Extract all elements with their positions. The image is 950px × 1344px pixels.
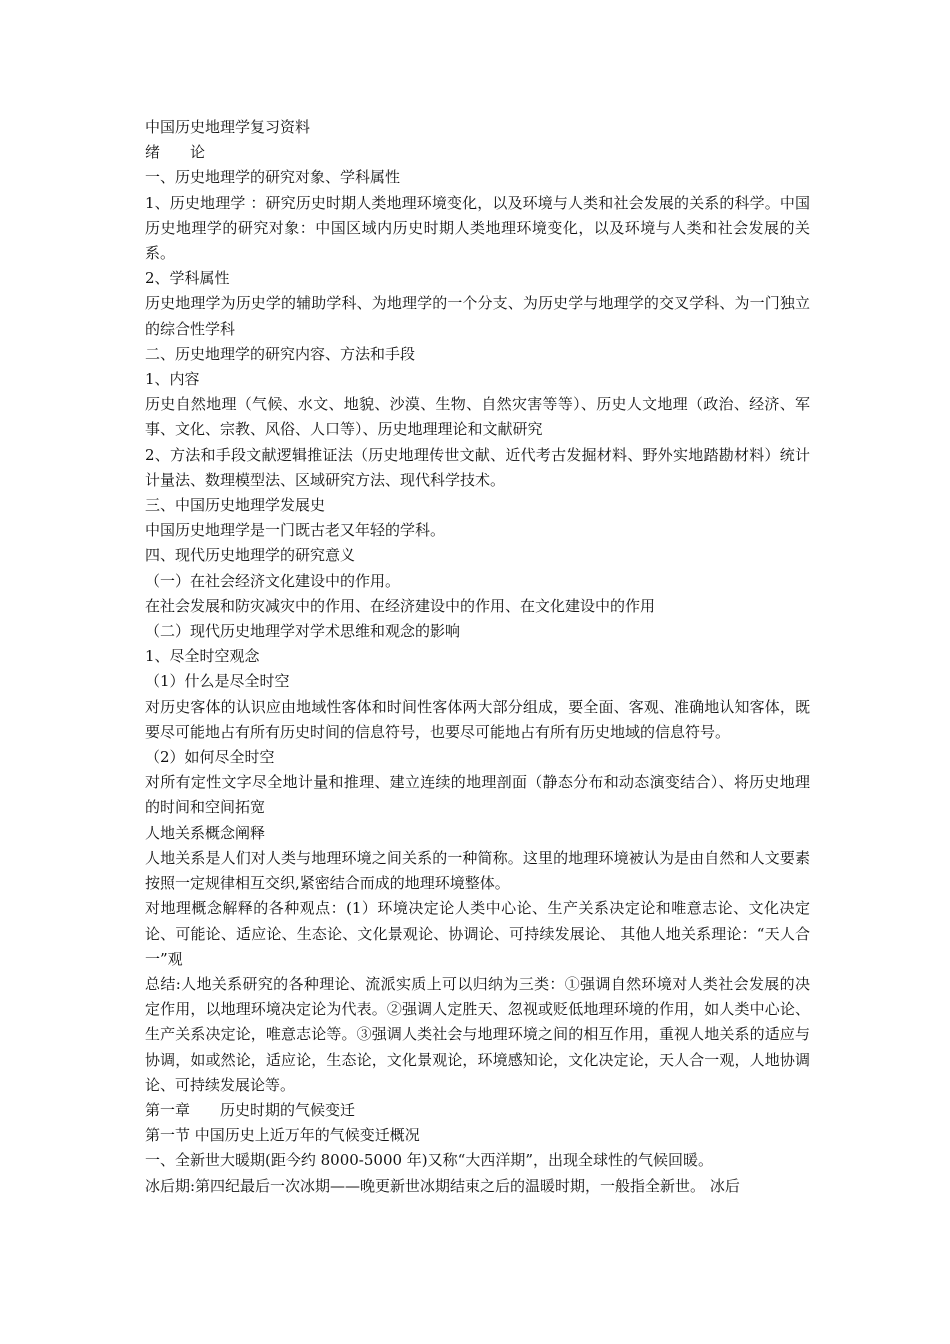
section-heading: 第一节 中国历史上近万年的气候变迁概况	[145, 1126, 420, 1145]
paragraph: 历史自然地理（气候、水文、地貌、沙漠、生物、自然灾害等等）、历史人文地理（政治、经济、军事、文化、宗教、风俗、人口等）、历史地理理论和文献研究	[145, 395, 810, 439]
section-heading: 二、历史地理学的研究内容、方法和手段	[145, 344, 416, 363]
subheading: 2、学科属性	[145, 269, 230, 288]
paragraph: 一、全新世大暖期(距今约 8000-5000 年)又称“大西洋期”，出现全球性的气候回暖。	[145, 1151, 713, 1170]
subheading: （二）现代历史地理学对学术思维和观念的影响	[145, 622, 461, 641]
subheading: 1、尽全时空观念	[145, 647, 260, 666]
subheading: （2）如何尽全时空	[145, 748, 275, 767]
paragraph: 总结:人地关系研究的各种理论、流派实质上可以归纳为三类：①强调自然环境对人类社会发展的决定作用，以地理环境决定论为代表。②强调人定胜天、忽视或贬低地理环境的作用，如人类中心论、生产关系决定论，唯意志论等。③强调人类社会与地理环境之间的相互作用，重视人地关系的适应与协调，如或然论，适应论，生态论，文化景观论，环境感知论，文化决定论，天人合一观，人地协调论、可持续发展论等。	[145, 974, 810, 1094]
section-heading: 三、中国历史地理学发展史	[145, 496, 326, 515]
paragraph: 在社会发展和防灾减灾中的作用、在经济建设中的作用、在文化建设中的作用	[145, 596, 656, 615]
subheading: （1）什么是尽全时空	[145, 672, 290, 691]
paragraph: 1、历史地理学 ：研究历史时期人类地理环境变化，以及环境与人类和社会发展的关系的科学。中国历史地理学的研究对象：中国区域内历史时期人类地理环境变化，以及环境与人类和社会发展的关系。	[145, 193, 810, 263]
document-title: 中国历史地理学复习资料	[145, 118, 311, 136]
paragraph: 人地关系是人们对人类与地理环境之间关系的一种简称。这里的地理环境被认为是由自然和人文要素按照一定规律相互交织,紧密结合而成的地理环境整体。	[145, 848, 810, 893]
section-heading: 四、现代历史地理学的研究意义	[145, 546, 356, 565]
paragraph: 历史地理学为历史学的辅助学科、为地理学的一个分支、为历史学与地理学的交叉学科、为一门独立的综合性学科	[145, 294, 810, 338]
chapter-heading: 第一章 历史时期的气候变迁	[145, 1100, 356, 1119]
paragraph: 2、方法和手段文献逻辑推证法（历史地理传世文献、近代考古发掘材料、野外实地踏勘材料）统计计量法、数理模型法、区域研究方法、现代科学技术。	[145, 445, 810, 489]
paragraph: 中国历史地理学是一门既古老又年轻的学科。	[145, 521, 446, 540]
paragraph: 对地理概念解释的各种观点：(1）环境决定论人类中心论、生产关系决定论和唯意志论、文化决定论、可能论、适应论、生态论、文化景观论、协调论、可持续发展论、 其他人地关系理论：“天人合一”观	[145, 899, 810, 968]
paragraph: 对历史客体的认识应由地域性客体和时间性客体两大部分组成，要全面、客观、准确地认知客体，既要尽可能地占有所有历史时间的信息符号，也要尽可能地占有所有历史地域的信息符号。	[145, 697, 810, 741]
paragraph: 冰后期:第四纪最后一次冰期——晚更新世冰期结束之后的温暖时期，一般指全新世。 冰后	[145, 1176, 740, 1195]
document-body	[145, 115, 810, 1199]
subheading: 1、内容	[145, 370, 200, 389]
paragraph: 对所有定性文字尽全地计量和推理、建立连续的地理剖面（静态分布和动态演变结合）、将历史地理的时间和空间拓宽	[145, 773, 810, 817]
subheading: （一）在社会经济文化建设中的作用。	[145, 571, 401, 590]
subheading: 人地关系概念阐释	[145, 823, 266, 842]
section-heading: 绪 论	[145, 143, 206, 162]
section-heading: 一、历史地理学的研究对象、学科属性	[145, 168, 401, 187]
